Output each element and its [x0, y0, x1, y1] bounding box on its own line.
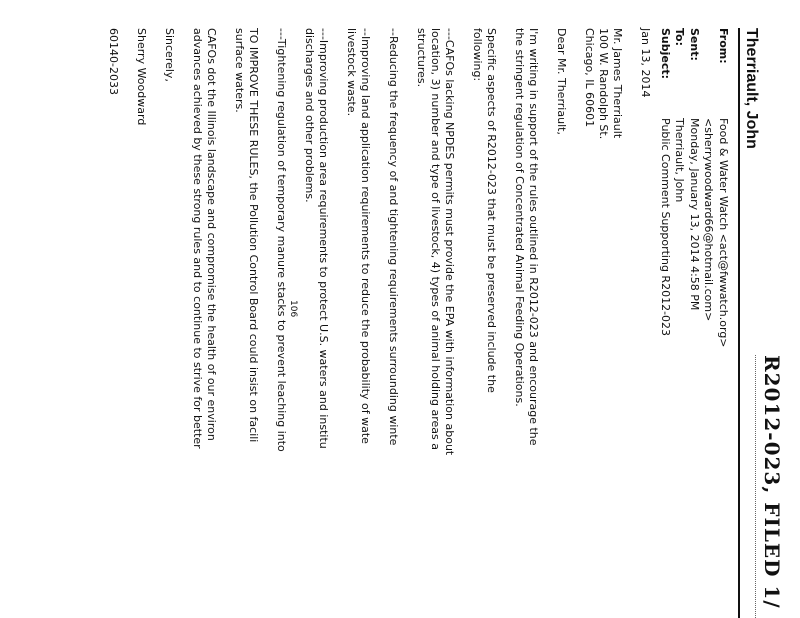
list-item: location, 3) number and type of livestock, 4) types of animal holding areas a [429, 28, 442, 450]
improve-line: TO IMPROVE THESE RULES, the Pollution Control Board could insist on facili [247, 28, 260, 443]
intro-line: the stringent regulation of Concentrated Animal Feeding Operations. [513, 28, 526, 407]
closing: Sincerely, [163, 28, 176, 82]
aspects-intro-line: following: [471, 28, 484, 82]
aspects-intro-line: Specific aspects of R2012-023 that must be preserved include the [485, 28, 498, 393]
address-line: Chicago, IL 60601 [583, 28, 596, 128]
intro-line: I'm writing in support of the rules outlined in R2012-023 and encourage the [527, 28, 540, 446]
zip-code: 60140-2033 [107, 28, 120, 95]
meta-value: Therriault, John [673, 118, 687, 203]
list-item: ---Improving production area requirements to protect U.S. waters and institu [317, 28, 330, 449]
closing-para-line: advances achieved by these strong rules and to continue to strive for better [191, 28, 204, 449]
address-line: Mr. James Therriault [611, 28, 624, 139]
list-item: structures. [415, 28, 428, 88]
meta-row-subject [658, 28, 673, 618]
meta-row-from-2 [701, 28, 716, 618]
meta-value: <sherrywoodward66@hotmail.com> [702, 118, 716, 322]
closing-para-line: CAFOs dot the Illinois landscape and compromise the health of our environ [205, 28, 218, 441]
list-item: --Improving land application requirements to reduce the probability of wate [359, 28, 372, 444]
meta-row-from [716, 28, 731, 618]
address-line: 100 W. Randolph St. [597, 28, 610, 140]
improve-line: surface waters. [233, 28, 246, 113]
meta-label: Sent: [688, 28, 701, 61]
header-rule [738, 28, 740, 618]
list-item: --Reducing the frequency of and tightening requirements surrounding winte [387, 28, 400, 446]
meta-row-sent [687, 28, 702, 618]
meta-row-to [672, 28, 687, 618]
list-item: discharges and other problems. [303, 28, 316, 203]
meta-value: Food & Water Watch <act@fwwatch.org> [717, 118, 730, 348]
email-meta [658, 28, 731, 618]
meta-label: From: [717, 28, 730, 64]
recipient-header-name: Therriault, John [743, 28, 760, 149]
meta-value: Public Comment Supporting R2012-023 [659, 118, 672, 337]
page-number: 106 [288, 300, 298, 318]
stamp-divider [755, 355, 756, 618]
list-item: livestock waste. [345, 28, 358, 117]
signature: Sherry Woodward [135, 28, 148, 126]
list-item: ---Tightening regulation of temporary manure stacks to prevent leaching into [275, 28, 288, 452]
meta-label: Subject: [659, 28, 672, 80]
salutation: Dear Mr. Therriault, [555, 28, 568, 135]
filing-stamp: R2012-023, FILED 1/ [760, 355, 784, 609]
letter-date: Jan 13, 2014 [639, 28, 652, 98]
meta-label: To: [673, 28, 687, 46]
letter-body [106, 28, 652, 618]
list-item: ---CAFOs lacking NPDES permits must provide the EPA with information about [443, 28, 456, 456]
meta-value: Monday, January 13, 2014 4:58 PM [688, 118, 701, 311]
